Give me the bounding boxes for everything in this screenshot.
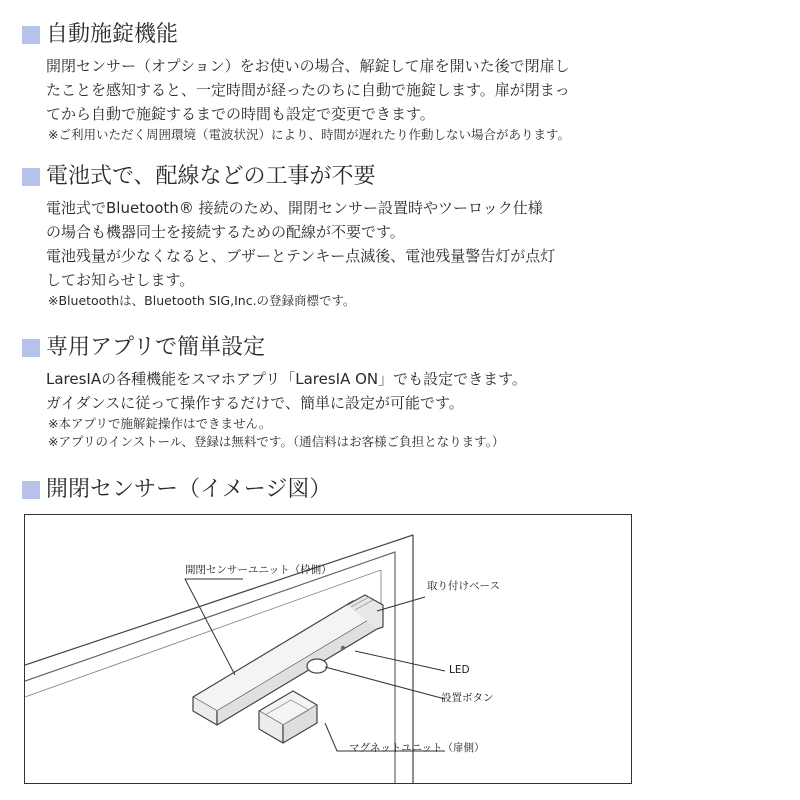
section-heading [20,333,680,367]
heading-square-icon [22,26,40,44]
note-line: ※Bluetoothは、Bluetooth SIG,Inc.の登録商標です。 [48,293,356,308]
section-heading [20,475,680,509]
note-line: ※アプリのインストール、登録は無料です。（通信料はお客様ご負担となります。） [48,434,505,449]
heading-text: 電池式で、配線などの工事が不要 [46,164,376,189]
section-app [20,333,680,451]
body-line: 電池残量が少なくなると、ブザーとテンキー点滅後、電池残量警告灯が点灯 [46,247,556,265]
body-line: ガイダンスに従って操作するだけで、簡単に設定が可能です。 [46,394,464,412]
body-line: LaresIAの各種機能をスマホアプリ「LaresIA ON」でも設定できます。 [46,370,527,388]
section-battery [20,162,680,310]
label-setup-button: 設置ボタン [441,692,494,704]
heading-text: 専用アプリで簡単設定 [46,335,266,360]
section-sensor-image [20,475,680,509]
label-mount-base: 取り付けベース [427,580,500,592]
body-line: してお知らせします。 [46,271,195,289]
heading-text: 開閉センサー（イメージ図） [46,477,332,502]
body-line: 開閉センサー（オプション）をお使いの場合、解錠して扉を開いた後で閉扉し [46,57,570,75]
section-heading [20,20,680,54]
heading-square-icon [22,481,40,499]
body-line: 電池式でBluetooth® 接続のため、開閉センサー設置時やツーロック仕様 [46,199,543,217]
heading-square-icon [22,339,40,357]
section-auto-lock [20,20,680,144]
heading-square-icon [22,168,40,186]
note-line: ※本アプリで施解錠操作はできません。 [48,416,272,431]
label-sensor-unit: 開閉センサーユニット（枠側） [185,564,332,576]
label-magnet-unit: マグネットユニット（扉側） [349,742,485,754]
sensor-diagram [24,514,632,784]
sensor-illustration [25,515,631,783]
note-line: ※ご利用いただく周囲環境（電波状況）により、時間が遅れたり作動しない場合があります。 [48,127,570,142]
heading-text: 自動施錠機能 [46,22,179,47]
body-line: の場合も機器同士を接続するための配線が不要です。 [46,223,405,241]
label-led: LED [449,664,470,676]
section-heading [20,162,680,196]
body-line: たことを感知すると、一定時間が経ったのちに自動で施錠します。扉が閉まっ [46,81,570,99]
body-line: てから自動で施錠するまでの時間も設定で変更できます。 [46,105,435,123]
